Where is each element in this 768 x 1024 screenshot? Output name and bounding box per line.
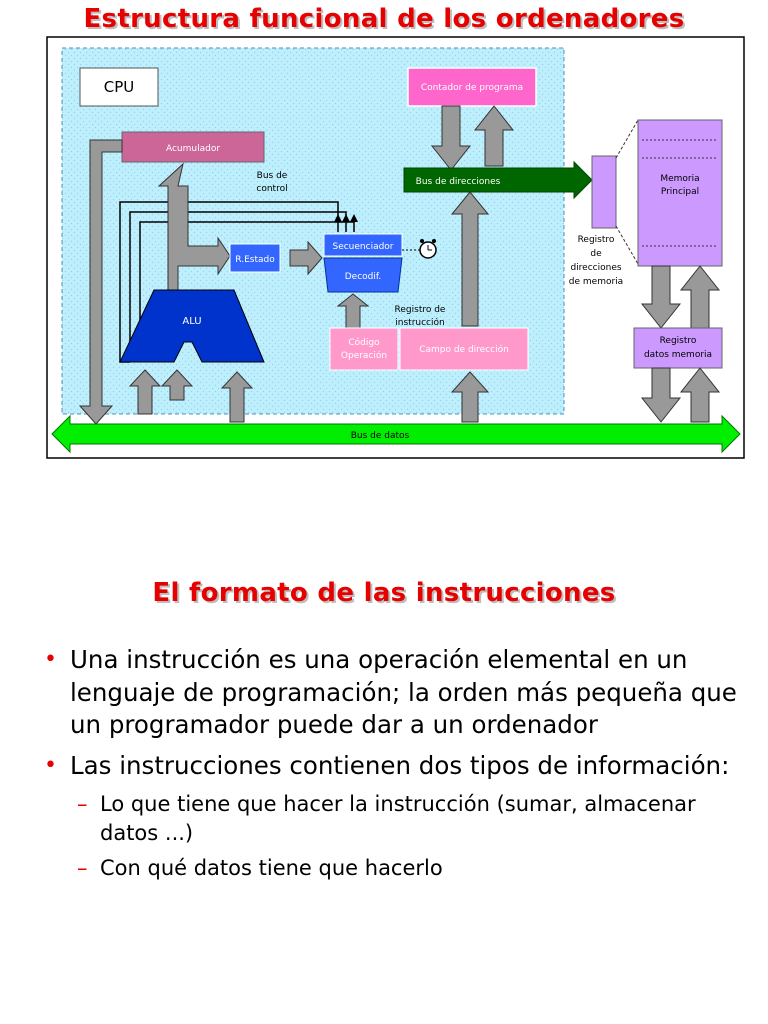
- sub-bullet-text: Lo que tiene que hacer la instrucción (sumar, almacenar datos ...): [100, 792, 696, 845]
- cpu-architecture-diagram: [46, 36, 746, 460]
- mar-label-0: Registro: [577, 235, 615, 245]
- bullet-item: [44, 750, 744, 783]
- sub-bullet-item: [44, 790, 744, 848]
- instruction-register-label-1: instrucción: [395, 318, 445, 328]
- bullet-marker: •: [44, 752, 57, 778]
- instruction-register-label-0: Registro de: [394, 305, 446, 315]
- mar-label-3: de memoria: [568, 277, 624, 287]
- sub-bullet-item: [44, 854, 744, 883]
- bullet-marker: •: [44, 647, 57, 672]
- opcode-label-1: Operación: [340, 351, 388, 361]
- address-field-label: Campo de dirección: [419, 345, 509, 355]
- memory-data-register: [634, 328, 722, 368]
- data-bus-label: Bus de datos: [350, 431, 410, 441]
- sub-bullet-marker: –: [77, 856, 88, 880]
- slide1-title: Estructura funcional de los ordenadores: [83, 4, 685, 34]
- mdr-label-1: datos memoria: [643, 350, 713, 360]
- main-memory-label-0: Memoria: [660, 174, 700, 184]
- mar-label-2: direcciones: [570, 263, 622, 273]
- bullet-text: Las instrucciones contienen dos tipos de información:: [70, 750, 730, 780]
- bullet-item: [44, 644, 744, 742]
- sequencer-label: Secuenciador: [332, 242, 394, 252]
- main-memory-label-1: Principal: [660, 187, 700, 197]
- control-bus-label-0: Bus de: [256, 171, 288, 181]
- accumulator-label: Acumulador: [165, 144, 221, 154]
- alu-label: ALU: [182, 316, 202, 327]
- slide2-title: El formato de las instrucciones: [152, 578, 616, 608]
- bullet-list: [44, 644, 744, 889]
- sub-bullet-text: Con qué datos tiene que hacerlo: [100, 856, 443, 880]
- mar-label-1: de: [590, 249, 602, 259]
- program-counter-label: Contador de programa: [420, 83, 524, 93]
- memory-address-register: [592, 156, 616, 228]
- clock-icon: [420, 239, 436, 258]
- address-bus-label: Bus de direcciones: [415, 177, 501, 187]
- opcode-label-0: Código: [348, 338, 380, 348]
- decoder-label: Decodif.: [344, 272, 382, 282]
- mdr-label-0: Registro: [659, 336, 697, 346]
- control-bus-label-1: control: [256, 184, 288, 194]
- status-register-label: R.Estado: [235, 255, 275, 265]
- cpu-label: CPU: [103, 78, 135, 96]
- opcode-field: [330, 328, 398, 370]
- bullet-text: Una instrucción es una operación elemental en un lenguaje de programación; la orden más pequeña que un programador puede dar a un ordenador: [70, 645, 737, 739]
- sub-bullet-marker: –: [77, 792, 88, 816]
